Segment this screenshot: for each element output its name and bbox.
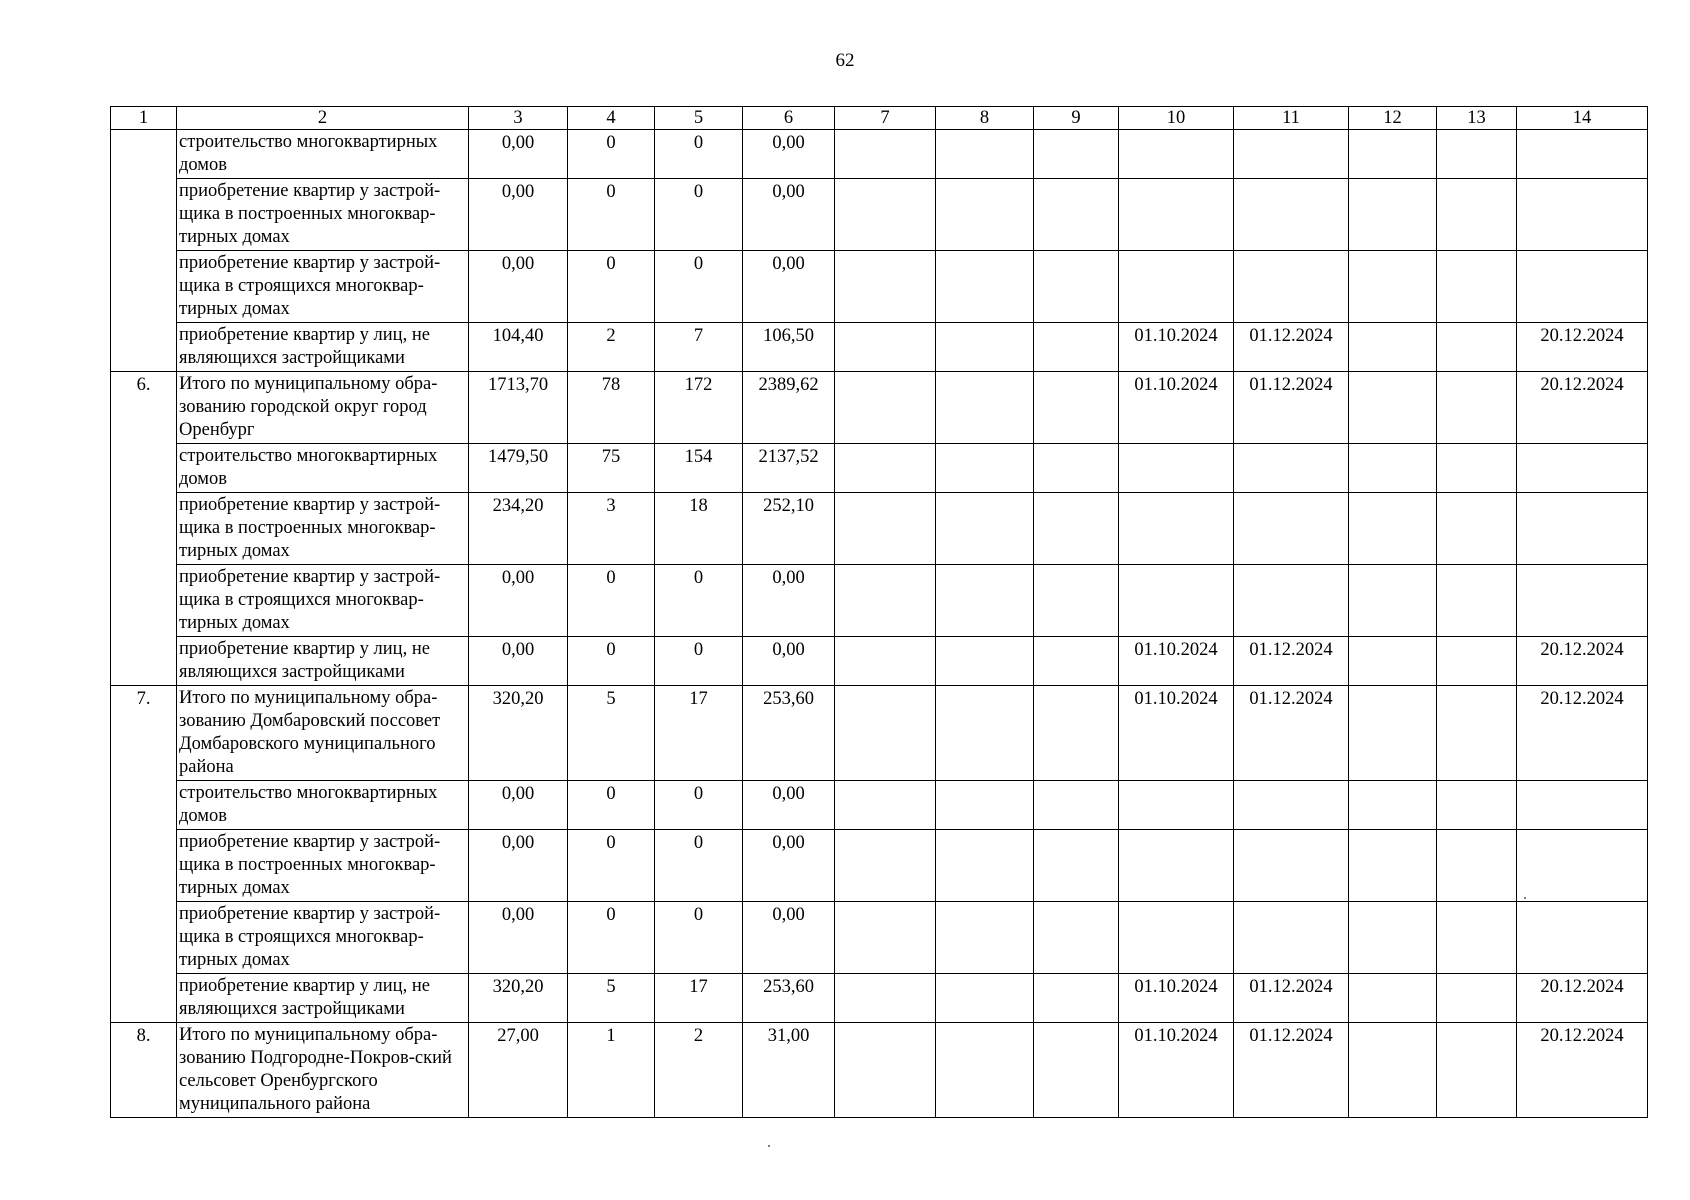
empty-cell: [1349, 493, 1437, 565]
value-cell-c11: [1234, 565, 1349, 637]
header-cell: 7: [835, 107, 936, 130]
value-cell-c5: 17: [655, 974, 743, 1023]
table-row: [111, 781, 1648, 830]
value-cell-c10: 01.10.2024: [1119, 686, 1234, 781]
value-cell-c4: 5: [568, 974, 655, 1023]
empty-cell: [1349, 130, 1437, 179]
empty-cell: [1437, 781, 1517, 830]
empty-cell: [835, 974, 936, 1023]
value-cell-c5: 18: [655, 493, 743, 565]
value-cell-c6: 106,50: [743, 323, 835, 372]
header-cell: 1: [111, 107, 177, 130]
empty-cell: [1034, 1023, 1119, 1118]
empty-cell: [1349, 781, 1437, 830]
value-cell-c6: 0,00: [743, 130, 835, 179]
table-row: [111, 179, 1648, 251]
value-cell-c3: 234,20: [469, 493, 568, 565]
table-row: [111, 902, 1648, 974]
empty-cell: [835, 686, 936, 781]
empty-cell: [936, 565, 1034, 637]
value-cell-c6: 0,00: [743, 902, 835, 974]
empty-cell: [936, 974, 1034, 1023]
value-cell-c5: 154: [655, 444, 743, 493]
item-name-cell: приобретение квартир у лиц, не являющихся застройщиками: [177, 974, 469, 1023]
empty-cell: [936, 902, 1034, 974]
value-cell-c3: 320,20: [469, 974, 568, 1023]
value-cell-c11: [1234, 444, 1349, 493]
empty-cell: [1437, 372, 1517, 444]
value-cell-c3: 0,00: [469, 130, 568, 179]
empty-cell: [1437, 179, 1517, 251]
value-cell-c4: 2: [568, 323, 655, 372]
value-cell-c3: 0,00: [469, 251, 568, 323]
item-name-cell: приобретение квартир у застрой-щика в строящихся многоквар-тирных домах: [177, 902, 469, 974]
value-cell-c6: 0,00: [743, 179, 835, 251]
value-cell-c6: 0,00: [743, 637, 835, 686]
value-cell-c11: 01.12.2024: [1234, 323, 1349, 372]
header-cell: 11: [1234, 107, 1349, 130]
value-cell-c3: 0,00: [469, 565, 568, 637]
item-name-cell: приобретение квартир у лиц, не являющихся застройщиками: [177, 637, 469, 686]
empty-cell: [936, 781, 1034, 830]
value-cell-c10: [1119, 493, 1234, 565]
table-body: [111, 107, 1648, 1118]
header-cell: 5: [655, 107, 743, 130]
empty-cell: [1034, 372, 1119, 444]
header-cell: 2: [177, 107, 469, 130]
empty-cell: [1349, 565, 1437, 637]
item-name-cell: строительство многоквартирных домов: [177, 781, 469, 830]
value-cell-c4: 5: [568, 686, 655, 781]
value-cell-c14: [1517, 493, 1648, 565]
item-name-cell: приобретение квартир у застрой-щика в построенных многоквар-тирных домах: [177, 493, 469, 565]
empty-cell: [936, 637, 1034, 686]
value-cell-c11: 01.12.2024: [1234, 686, 1349, 781]
value-cell-c10: 01.10.2024: [1119, 974, 1234, 1023]
empty-cell: [835, 323, 936, 372]
empty-cell: [1437, 974, 1517, 1023]
value-cell-c11: [1234, 493, 1349, 565]
value-cell-c10: [1119, 565, 1234, 637]
table-row: [111, 686, 1648, 781]
value-cell-c3: 1713,70: [469, 372, 568, 444]
empty-cell: [1349, 974, 1437, 1023]
value-cell-c14: 20.12.2024: [1517, 686, 1648, 781]
empty-cell: [1437, 323, 1517, 372]
value-cell-c5: 0: [655, 179, 743, 251]
value-cell-c4: 1: [568, 1023, 655, 1118]
empty-cell: [835, 130, 936, 179]
value-cell-c3: 320,20: [469, 686, 568, 781]
header-cell: 9: [1034, 107, 1119, 130]
value-cell-c14: [1517, 130, 1648, 179]
row-number-cell: 7.: [111, 686, 177, 1023]
value-cell-c10: [1119, 444, 1234, 493]
header-cell: 4: [568, 107, 655, 130]
value-cell-c14: 20.12.2024: [1517, 372, 1648, 444]
empty-cell: [1437, 130, 1517, 179]
value-cell-c10: [1119, 902, 1234, 974]
row-number-cell: 6.: [111, 372, 177, 686]
empty-cell: [1437, 251, 1517, 323]
value-cell-c11: [1234, 130, 1349, 179]
value-cell-c5: 0: [655, 637, 743, 686]
empty-cell: [835, 372, 936, 444]
empty-cell: [1437, 444, 1517, 493]
value-cell-c5: 0: [655, 830, 743, 902]
value-cell-c4: 0: [568, 179, 655, 251]
header-cell: 6: [743, 107, 835, 130]
value-cell-c5: 0: [655, 781, 743, 830]
value-cell-c3: 0,00: [469, 781, 568, 830]
empty-cell: [1034, 686, 1119, 781]
row-number-cell: 8.: [111, 1023, 177, 1118]
value-cell-c5: 2: [655, 1023, 743, 1118]
empty-cell: [936, 830, 1034, 902]
table-row: [111, 444, 1648, 493]
empty-cell: [936, 493, 1034, 565]
value-cell-c4: 0: [568, 902, 655, 974]
empty-cell: [936, 686, 1034, 781]
empty-cell: [1034, 179, 1119, 251]
header-cell: 12: [1349, 107, 1437, 130]
empty-cell: [1349, 323, 1437, 372]
value-cell-c4: 0: [568, 251, 655, 323]
empty-cell: [835, 781, 936, 830]
empty-cell: [1437, 493, 1517, 565]
table-row: [111, 565, 1648, 637]
empty-cell: [1349, 251, 1437, 323]
header-cell: 14: [1517, 107, 1648, 130]
item-name-cell: Итого по муниципальному обра-зованию Домбаровский поссовет Домбаровского муниципального района: [177, 686, 469, 781]
value-cell-c4: 78: [568, 372, 655, 444]
header-cell: 8: [936, 107, 1034, 130]
value-cell-c14: [1517, 830, 1648, 902]
value-cell-c10: 01.10.2024: [1119, 637, 1234, 686]
empty-cell: [936, 372, 1034, 444]
item-name-cell: приобретение квартир у застрой-щика в строящихся многоквар-тирных домах: [177, 251, 469, 323]
value-cell-c11: 01.12.2024: [1234, 637, 1349, 686]
empty-cell: [1349, 1023, 1437, 1118]
value-cell-c5: 17: [655, 686, 743, 781]
value-cell-c10: [1119, 830, 1234, 902]
header-cell: 13: [1437, 107, 1517, 130]
empty-cell: [1437, 565, 1517, 637]
table-row: [111, 130, 1648, 179]
empty-cell: [1034, 130, 1119, 179]
table-row: [111, 251, 1648, 323]
empty-cell: [1349, 372, 1437, 444]
empty-cell: [1349, 444, 1437, 493]
value-cell-c3: 27,00: [469, 1023, 568, 1118]
value-cell-c11: 01.12.2024: [1234, 974, 1349, 1023]
value-cell-c10: [1119, 781, 1234, 830]
value-cell-c10: [1119, 251, 1234, 323]
empty-cell: [1034, 974, 1119, 1023]
empty-cell: [1034, 781, 1119, 830]
empty-cell: [1437, 686, 1517, 781]
item-name-cell: строительство многоквартирных домов: [177, 444, 469, 493]
value-cell-c3: 1479,50: [469, 444, 568, 493]
empty-cell: [936, 179, 1034, 251]
empty-cell: [835, 251, 936, 323]
empty-cell: [1034, 444, 1119, 493]
value-cell-c6: 252,10: [743, 493, 835, 565]
item-name-cell: приобретение квартир у застрой-щика в строящихся многоквар-тирных домах: [177, 565, 469, 637]
value-cell-c10: 01.10.2024: [1119, 323, 1234, 372]
value-cell-c6: 253,60: [743, 974, 835, 1023]
value-cell-c14: [1517, 444, 1648, 493]
value-cell-c6: 31,00: [743, 1023, 835, 1118]
value-cell-c4: 0: [568, 565, 655, 637]
value-cell-c4: 0: [568, 637, 655, 686]
value-cell-c11: [1234, 251, 1349, 323]
table-row: [111, 493, 1648, 565]
value-cell-c6: 0,00: [743, 251, 835, 323]
value-cell-c11: [1234, 781, 1349, 830]
value-cell-c14: [1517, 902, 1648, 974]
empty-cell: [1349, 637, 1437, 686]
table-row: [111, 1023, 1648, 1118]
value-cell-c5: 172: [655, 372, 743, 444]
empty-cell: [835, 637, 936, 686]
value-cell-c10: [1119, 179, 1234, 251]
empty-cell: [936, 323, 1034, 372]
value-cell-c3: 0,00: [469, 637, 568, 686]
value-cell-c4: 3: [568, 493, 655, 565]
empty-cell: [1034, 323, 1119, 372]
item-name-cell: Итого по муниципальному обра-зованию Подгородне-Покров-ский сельсовет Оренбургского муниципального района: [177, 1023, 469, 1118]
empty-cell: [936, 1023, 1034, 1118]
value-cell-c3: 0,00: [469, 830, 568, 902]
value-cell-c10: 01.10.2024: [1119, 372, 1234, 444]
empty-cell: [1349, 179, 1437, 251]
table-row: [111, 637, 1648, 686]
value-cell-c14: [1517, 565, 1648, 637]
value-cell-c11: [1234, 902, 1349, 974]
value-cell-c11: [1234, 179, 1349, 251]
value-cell-c11: [1234, 830, 1349, 902]
value-cell-c6: 0,00: [743, 565, 835, 637]
value-cell-c11: 01.12.2024: [1234, 1023, 1349, 1118]
value-cell-c4: 0: [568, 130, 655, 179]
item-name-cell: приобретение квартир у лиц, не являющихся застройщиками: [177, 323, 469, 372]
table-row: [111, 323, 1648, 372]
empty-cell: [936, 251, 1034, 323]
item-name-cell: строительство многоквартирных домов: [177, 130, 469, 179]
empty-cell: [835, 444, 936, 493]
value-cell-c5: 0: [655, 251, 743, 323]
value-cell-c14: 20.12.2024: [1517, 1023, 1648, 1118]
value-cell-c14: [1517, 781, 1648, 830]
empty-cell: [835, 902, 936, 974]
value-cell-c14: [1517, 179, 1648, 251]
empty-cell: [1034, 830, 1119, 902]
empty-cell: [835, 1023, 936, 1118]
empty-cell: [1034, 565, 1119, 637]
value-cell-c3: 104,40: [469, 323, 568, 372]
empty-cell: [1034, 637, 1119, 686]
value-cell-c14: 20.12.2024: [1517, 637, 1648, 686]
empty-cell: [835, 565, 936, 637]
table-row: [111, 372, 1648, 444]
header-cell: 10: [1119, 107, 1234, 130]
item-name-cell: Итого по муниципальному обра-зованию городской округ город Оренбург: [177, 372, 469, 444]
value-cell-c6: 0,00: [743, 781, 835, 830]
value-cell-c14: [1517, 251, 1648, 323]
value-cell-c5: 0: [655, 130, 743, 179]
data-table: [110, 106, 1648, 1118]
value-cell-c4: 0: [568, 830, 655, 902]
value-cell-c6: 2137,52: [743, 444, 835, 493]
empty-cell: [835, 830, 936, 902]
row-number-cell: [111, 130, 177, 372]
page-number: 62: [835, 50, 855, 71]
empty-cell: [1034, 493, 1119, 565]
empty-cell: [1349, 686, 1437, 781]
scan-speck: [768, 1145, 770, 1147]
empty-cell: [1437, 902, 1517, 974]
empty-cell: [936, 444, 1034, 493]
value-cell-c5: 7: [655, 323, 743, 372]
empty-cell: [1437, 637, 1517, 686]
item-name-cell: приобретение квартир у застрой-щика в построенных многоквар-тирных домах: [177, 830, 469, 902]
empty-cell: [1034, 251, 1119, 323]
table-row: [111, 974, 1648, 1023]
empty-cell: [1437, 830, 1517, 902]
value-cell-c3: 0,00: [469, 179, 568, 251]
item-name-cell: приобретение квартир у застрой-щика в построенных многоквар-тирных домах: [177, 179, 469, 251]
header-cell: 3: [469, 107, 568, 130]
value-cell-c4: 75: [568, 444, 655, 493]
value-cell-c6: 253,60: [743, 686, 835, 781]
value-cell-c6: 2389,62: [743, 372, 835, 444]
value-cell-c10: [1119, 130, 1234, 179]
empty-cell: [835, 179, 936, 251]
table-row: [111, 830, 1648, 902]
value-cell-c11: 01.12.2024: [1234, 372, 1349, 444]
empty-cell: [1349, 902, 1437, 974]
value-cell-c14: 20.12.2024: [1517, 323, 1648, 372]
value-cell-c6: 0,00: [743, 830, 835, 902]
empty-cell: [1034, 902, 1119, 974]
value-cell-c10: 01.10.2024: [1119, 1023, 1234, 1118]
value-cell-c5: 0: [655, 902, 743, 974]
empty-cell: [835, 493, 936, 565]
header-row: [111, 107, 1648, 130]
empty-cell: [936, 130, 1034, 179]
value-cell-c4: 0: [568, 781, 655, 830]
value-cell-c14: 20.12.2024: [1517, 974, 1648, 1023]
value-cell-c3: 0,00: [469, 902, 568, 974]
scan-speck: [1524, 897, 1526, 899]
value-cell-c5: 0: [655, 565, 743, 637]
empty-cell: [1349, 830, 1437, 902]
empty-cell: [1437, 1023, 1517, 1118]
